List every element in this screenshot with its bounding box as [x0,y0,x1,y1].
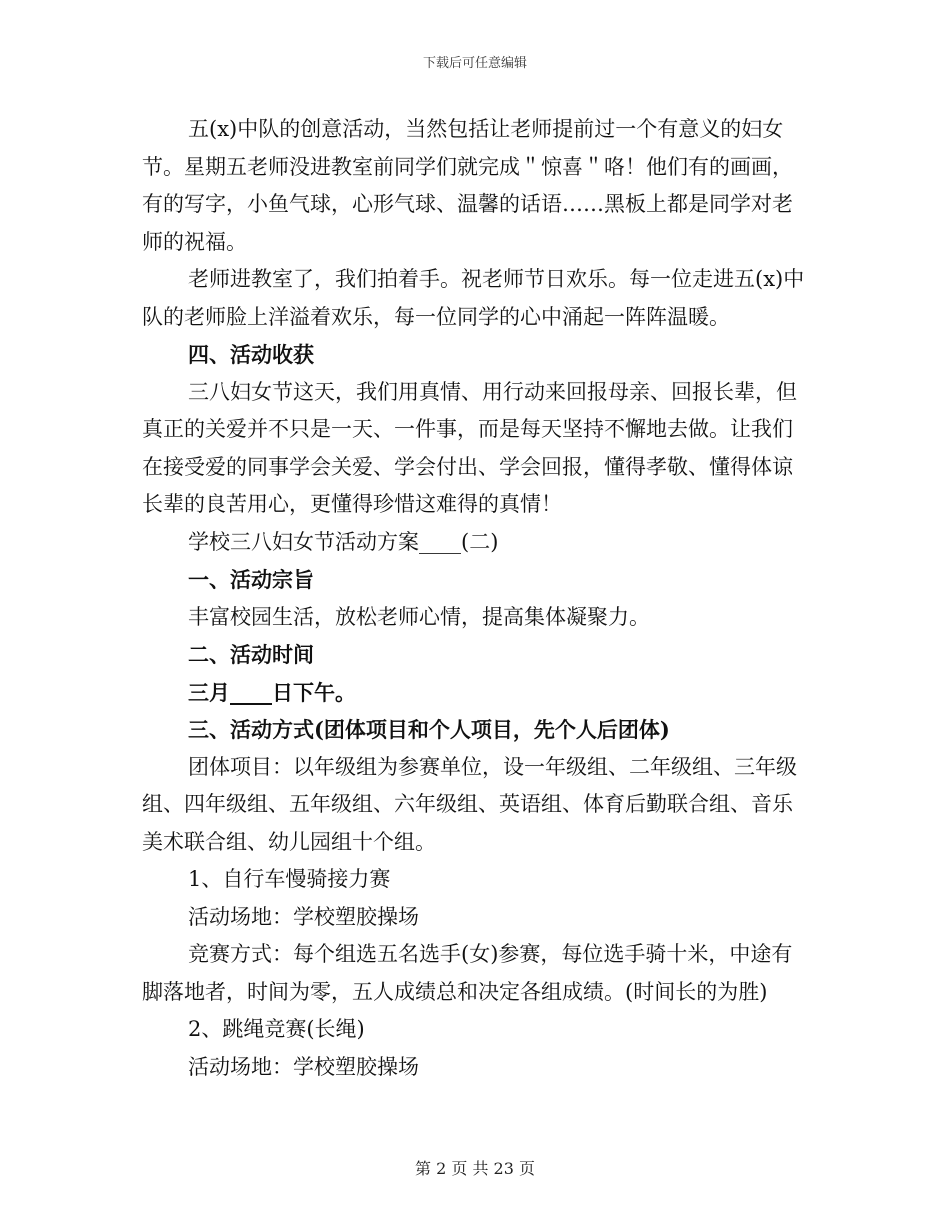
heading-activity-method: 三、活动方式(团体项目和个人项目，先个人后团体) [188,717,670,742]
paragraph-1: 五(x)中队的创意活动，当然包括让老师提前过一个有意义的妇女节。星期五老师没进教室前同学们就完成＂惊喜＂咯！他们有的画画，有的写字，小鱼气球，心形气球、温馨的话语……黑板上都是同学对老师的祝福。 [142,117,793,254]
paragraph-team-projects: 团体项目：以年级组为参赛单位，设一年级组、二年级组、三年级组、四年级组、五年级组、六年级组、英语组、体育后勤联合组、音乐美术联合组、幼儿园组十个组。 [142,754,797,854]
paragraph-time: 三月____日下午。 [188,679,356,705]
paragraph-purpose: 丰富校园生活，放松老师心情，提高集体凝聚力。 [188,604,650,629]
item-rope-skipping: 2、跳绳竞赛(长绳) [188,1017,365,1041]
venue-rope-skipping: 活动场地：学校塑胶操场 [188,1054,419,1079]
heading-activity-time: 二、活动时间 [188,642,314,667]
paragraph-2: 老师进教室了，我们拍着手。祝老师节日欢乐。每一位走进五(x)中队的老师脸上洋溢着欢乐，每一位同学的心中涌起一阵阵温暖。 [142,267,805,329]
paragraph-3: 三八妇女节这天，我们用真情、用行动来回报母亲、回报长辈，但真正的关爱并不只是一天、一件事，而是每天坚持不懈地去做。让我们在接受爱的同事学会关爱、学会付出、学会回报，懂得孝敬、懂得体谅长辈的良苦用心，更懂得珍惜这难得的真情！ [142,379,797,516]
plan-title: 学校三八妇女节活动方案____(二) [188,529,499,554]
document-body [142,111,807,1086]
heading-activity-harvest: 四、活动收获 [188,342,314,367]
venue-bike-relay: 活动场地：学校塑胶操场 [188,904,419,929]
item-bike-relay: 1、自行车慢骑接力赛 [188,867,391,891]
heading-activity-purpose: 一、活动宗旨 [188,567,314,592]
page-header: 下载后可任意编辑 [422,56,527,71]
page-footer: 第 2 页 共 23 页 [415,1159,535,1178]
rules-bike-relay: 竞赛方式：每个组选五名选手(女)参赛，每位选手骑十米，中途有脚落地者，时间为零，五人成绩总和决定各组成绩。(时间长的为胜) [142,942,793,1004]
